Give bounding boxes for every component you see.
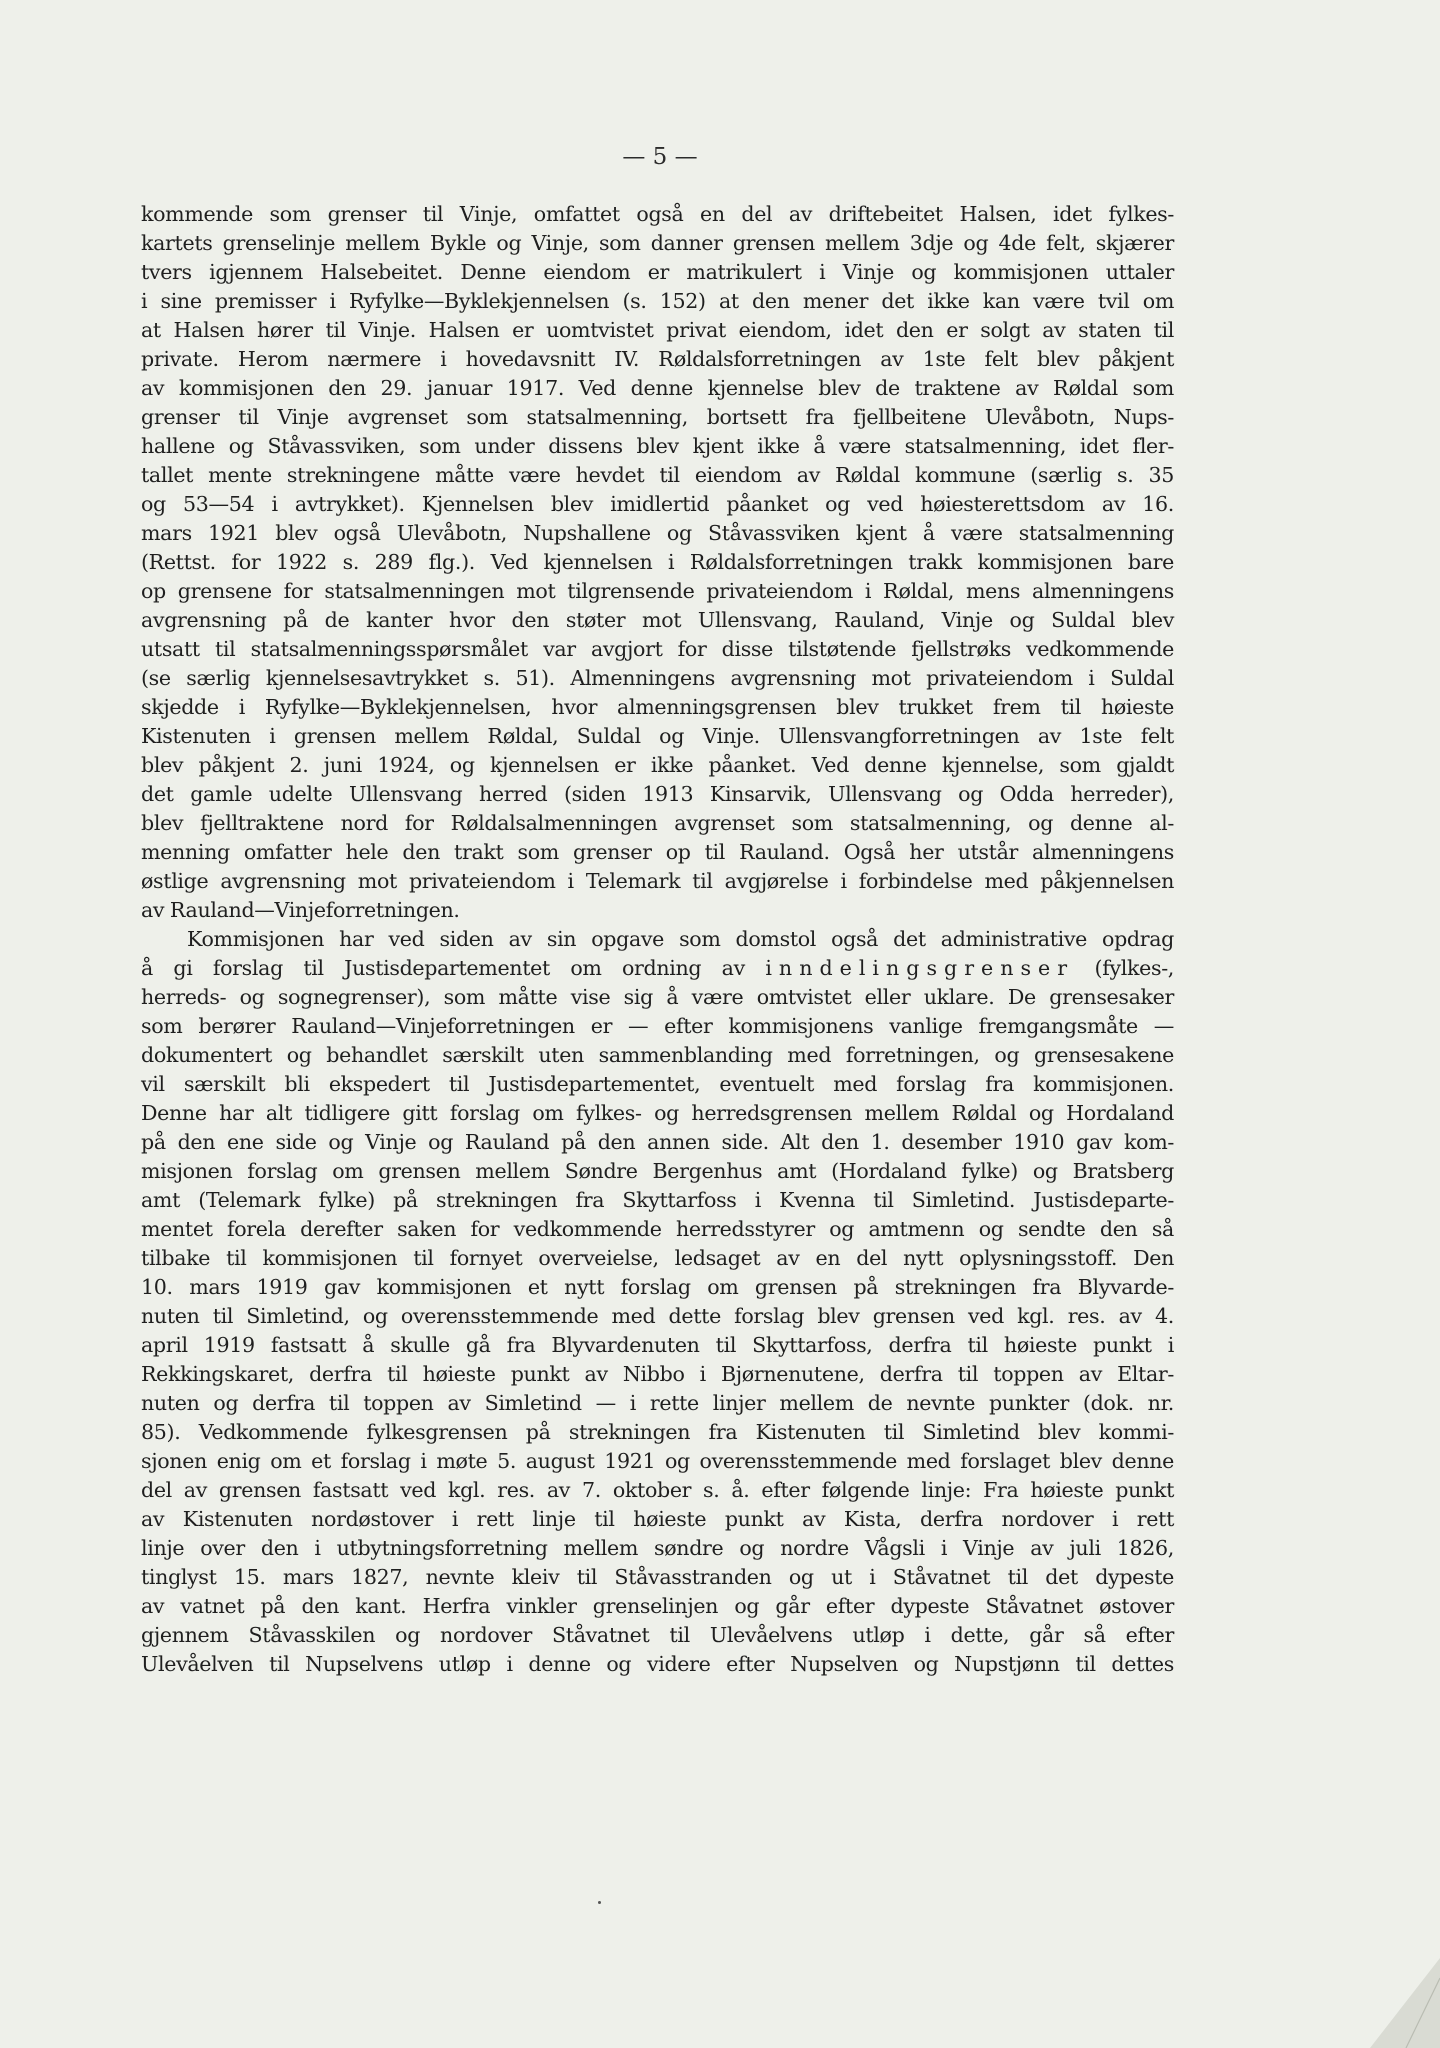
text-line: at Halsen hører til Vinje. Halsen er uomtvistet privat eiendom, idet den er solgt av staten til <box>141 318 1174 342</box>
text-line: linje over den i utbytningsforretning mellem søndre og nordre Vågsli i Vinje av juli 1826, <box>141 1536 1174 1560</box>
text-line: sjonen enig om et forslag i møte 5. august 1921 og overensstemmende med forslaget blev denne <box>141 1449 1174 1473</box>
text-line: misjonen forslag om grensen mellem Søndre Bergenhus amt (Hordaland fylke) og Bratsberg <box>141 1159 1174 1183</box>
text-line: av Kistenuten nordøstover i rett linje til høieste punkt av Kista, derfra nordover i rett <box>141 1507 1174 1531</box>
text-line: Kistenuten i grensen mellem Røldal, Suldal og Vinje. Ullensvangforretningen av 1ste felt <box>141 724 1174 748</box>
text-span: (fylkes-, <box>1074 956 1174 980</box>
text-line: grenser til Vinje avgrenset som statsalmenning, bortsett fra fjellbeitene Ulevåbotn, Nups- <box>141 405 1174 429</box>
text-line: som berører Rauland—Vinjeforretningen er — efter kommisjonens vanlige fremgangsmåte — <box>141 1014 1174 1038</box>
text-line: amt (Telemark fylke) på strekningen fra Skyttarfoss i Kvenna til Simletind. Justisdeparte- <box>141 1188 1174 1212</box>
text-line: (se særlig kjennelsesavtrykket s. 51). Almenningens avgrensning mot privateiendom i Suldal <box>141 666 1174 690</box>
text-line: Denne har alt tidligere gitt forslag om fylkes- og herredsgrensen mellem Røldal og Hordaland <box>141 1101 1174 1125</box>
text-line: i sine premisser i Ryfylke—Byklekjennelsen (s. 152) at den mener det ikke kan være tvil om <box>141 289 1174 313</box>
text-line: kartets grenselinje mellem Bykle og Vinje, som danner grensen mellem 3dje og 4de felt, skjærer <box>141 231 1174 255</box>
text-line: Ulevåelven til Nupselvens utløp i denne og videre efter Nupselven og Nupstjønn til dettes <box>141 1652 1174 1676</box>
text-line: private. Herom nærmere i hovedavsnitt IV. Røldalsforretningen av 1ste felt blev påkjent <box>141 347 1174 371</box>
text-line: del av grensen fastsatt ved kgl. res. av 7. oktober s. å. efter følgende linje: Fra høieste punkt <box>141 1478 1174 1502</box>
paragraph-2 <box>141 925 1174 1679</box>
text-line: 10. mars 1919 gav kommisjonen et nytt forslag om grensen på strekningen fra Blyvarde- <box>141 1275 1174 1299</box>
text-line: utsatt til statsalmenningsspørsmålet var avgjort for disse tilstøtende fjellstrøks vedkommende <box>141 637 1174 661</box>
text-line: vil særskilt bli ekspedert til Justisdepartementet, eventuelt med forslag fra kommisjonen. <box>141 1072 1174 1096</box>
text-line: herreds- og sognegrenser), som måtte vise sig å være omtvistet eller uklare. De grensesaker <box>141 985 1174 1009</box>
text-line: avgrensning på de kanter hvor den støter mot Ullensvang, Rauland, Vinje og Suldal blev <box>141 608 1174 632</box>
text-line: tinglyst 15. mars 1827, nevnte kleiv til Ståvasstranden og ut i Ståvatnet til det dypeste <box>141 1565 1174 1589</box>
body-text <box>141 200 1174 1679</box>
page-corner-curl <box>1370 1958 1440 2048</box>
text-line: på den ene side og Vinje og Rauland på den annen side. Alt den 1. desember 1910 gav kom- <box>141 1130 1174 1154</box>
text-line: tvers igjennem Halsebeitet. Denne eiendom er matrikulert i Vinje og kommisjonen uttaler <box>141 260 1174 284</box>
paragraph-1 <box>141 200 1174 925</box>
text-line: dokumentert og behandlet særskilt uten sammenblanding med forretningen, og grensesakene <box>141 1043 1174 1067</box>
text-line: blev påkjent 2. juni 1924, og kjennelsen er ikke påanket. Ved denne kjennelse, som gjaldt <box>141 753 1174 777</box>
text-line: det gamle udelte Ullensvang herred (siden 1913 Kinsarvik, Ullensvang og Odda herreder), <box>141 782 1174 806</box>
text-line: av vatnet på den kant. Herfra vinkler grenselinjen og går efter dypeste Ståvatnet østover <box>141 1594 1174 1618</box>
text-line: hallene og Ståvassviken, som under dissens blev kjent ikke å være statsalmenning, idet fler- <box>141 434 1174 458</box>
text-line: østlige avgrensning mot privateiendom i Telemark til avgjørelse i forbindelse med påkjennelsen <box>141 869 1174 893</box>
text-line: op grensene for statsalmenningen mot tilgrensende privateiendom i Røldal, mens almenningens <box>141 579 1174 603</box>
text-line <box>141 954 1174 983</box>
text-line: menning omfatter hele den trakt som grenser op til Rauland. Også her utstår almenningens <box>141 840 1174 864</box>
text-line: av Rauland—Vinjeforretningen. <box>141 898 460 922</box>
text-line: Rekkingskaret, derfra til høieste punkt av Nibbo i Bjørnenutene, derfra til toppen av Eltar- <box>141 1362 1174 1386</box>
text-span: å gi forslag til Justisdepartementet om ordning av <box>141 956 766 980</box>
text-line: tilbake til kommisjonen til fornyet overveielse, ledsaget av en del nytt oplysningsstoff. Den <box>141 1246 1174 1270</box>
text-line: og 53—54 i avtrykket). Kjennelsen blev imidlertid påanket og ved høiesterettsdom av 16. <box>141 492 1174 516</box>
text-line: 85). Vedkommende fylkesgrensen på strekningen fra Kistenuten til Simletind blev kommi- <box>141 1420 1174 1444</box>
text-line: blev fjelltraktene nord for Røldalsalmenningen avgrenset som statsalmenning, og denne al- <box>141 811 1174 835</box>
speck-mark <box>598 1901 601 1904</box>
text-line: mars 1921 blev også Ulevåbotn, Nupshallene og Ståvassviken kjent å være statsalmenning <box>141 521 1174 545</box>
text-line: av kommisjonen den 29. januar 1917. Ved denne kjennelse blev de traktene av Røldal som <box>141 376 1174 400</box>
text-line: Kommisjonen har ved siden av sin opgave som domstol også det administrative opdrag <box>187 927 1174 951</box>
text-line: april 1919 fastsatt å skulle gå fra Blyvardenuten til Skyttarfoss, derfra til høieste punkt i <box>141 1333 1174 1357</box>
text-line: mentet forela derefter saken for vedkommende herredsstyrer og amtmenn og sendte den så <box>141 1217 1174 1241</box>
spaced-term: inndelingsgrenser <box>765 956 1075 980</box>
text-line: skjedde i Ryfylke—Byklekjennelsen, hvor almenningsgrensen blev trukket frem til høieste <box>141 695 1174 719</box>
page-number: — 5 — <box>622 144 698 170</box>
text-line: kommende som grenser til Vinje, omfattet også en del av driftebeitet Halsen, idet fylkes- <box>141 202 1174 226</box>
text-line: gjennem Ståvasskilen og nordover Ståvatnet til Ulevåelvens utløp i dette, går så efter <box>141 1623 1174 1647</box>
text-line: nuten til Simletind, og overensstemmende med dette forslag blev grensen ved kgl. res. av 4. <box>141 1304 1174 1328</box>
text-line: (Rettst. for 1922 s. 289 flg.). Ved kjennelsen i Røldalsforretningen trakk kommisjonen bare <box>141 550 1174 574</box>
text-line: nuten og derfra til toppen av Simletind — i rette linjer mellem de nevnte punkter (dok. nr. <box>141 1391 1174 1415</box>
text-line: tallet mente strekningene måtte være hevdet til eiendom av Røldal kommune (særlig s. 35 <box>141 463 1174 487</box>
